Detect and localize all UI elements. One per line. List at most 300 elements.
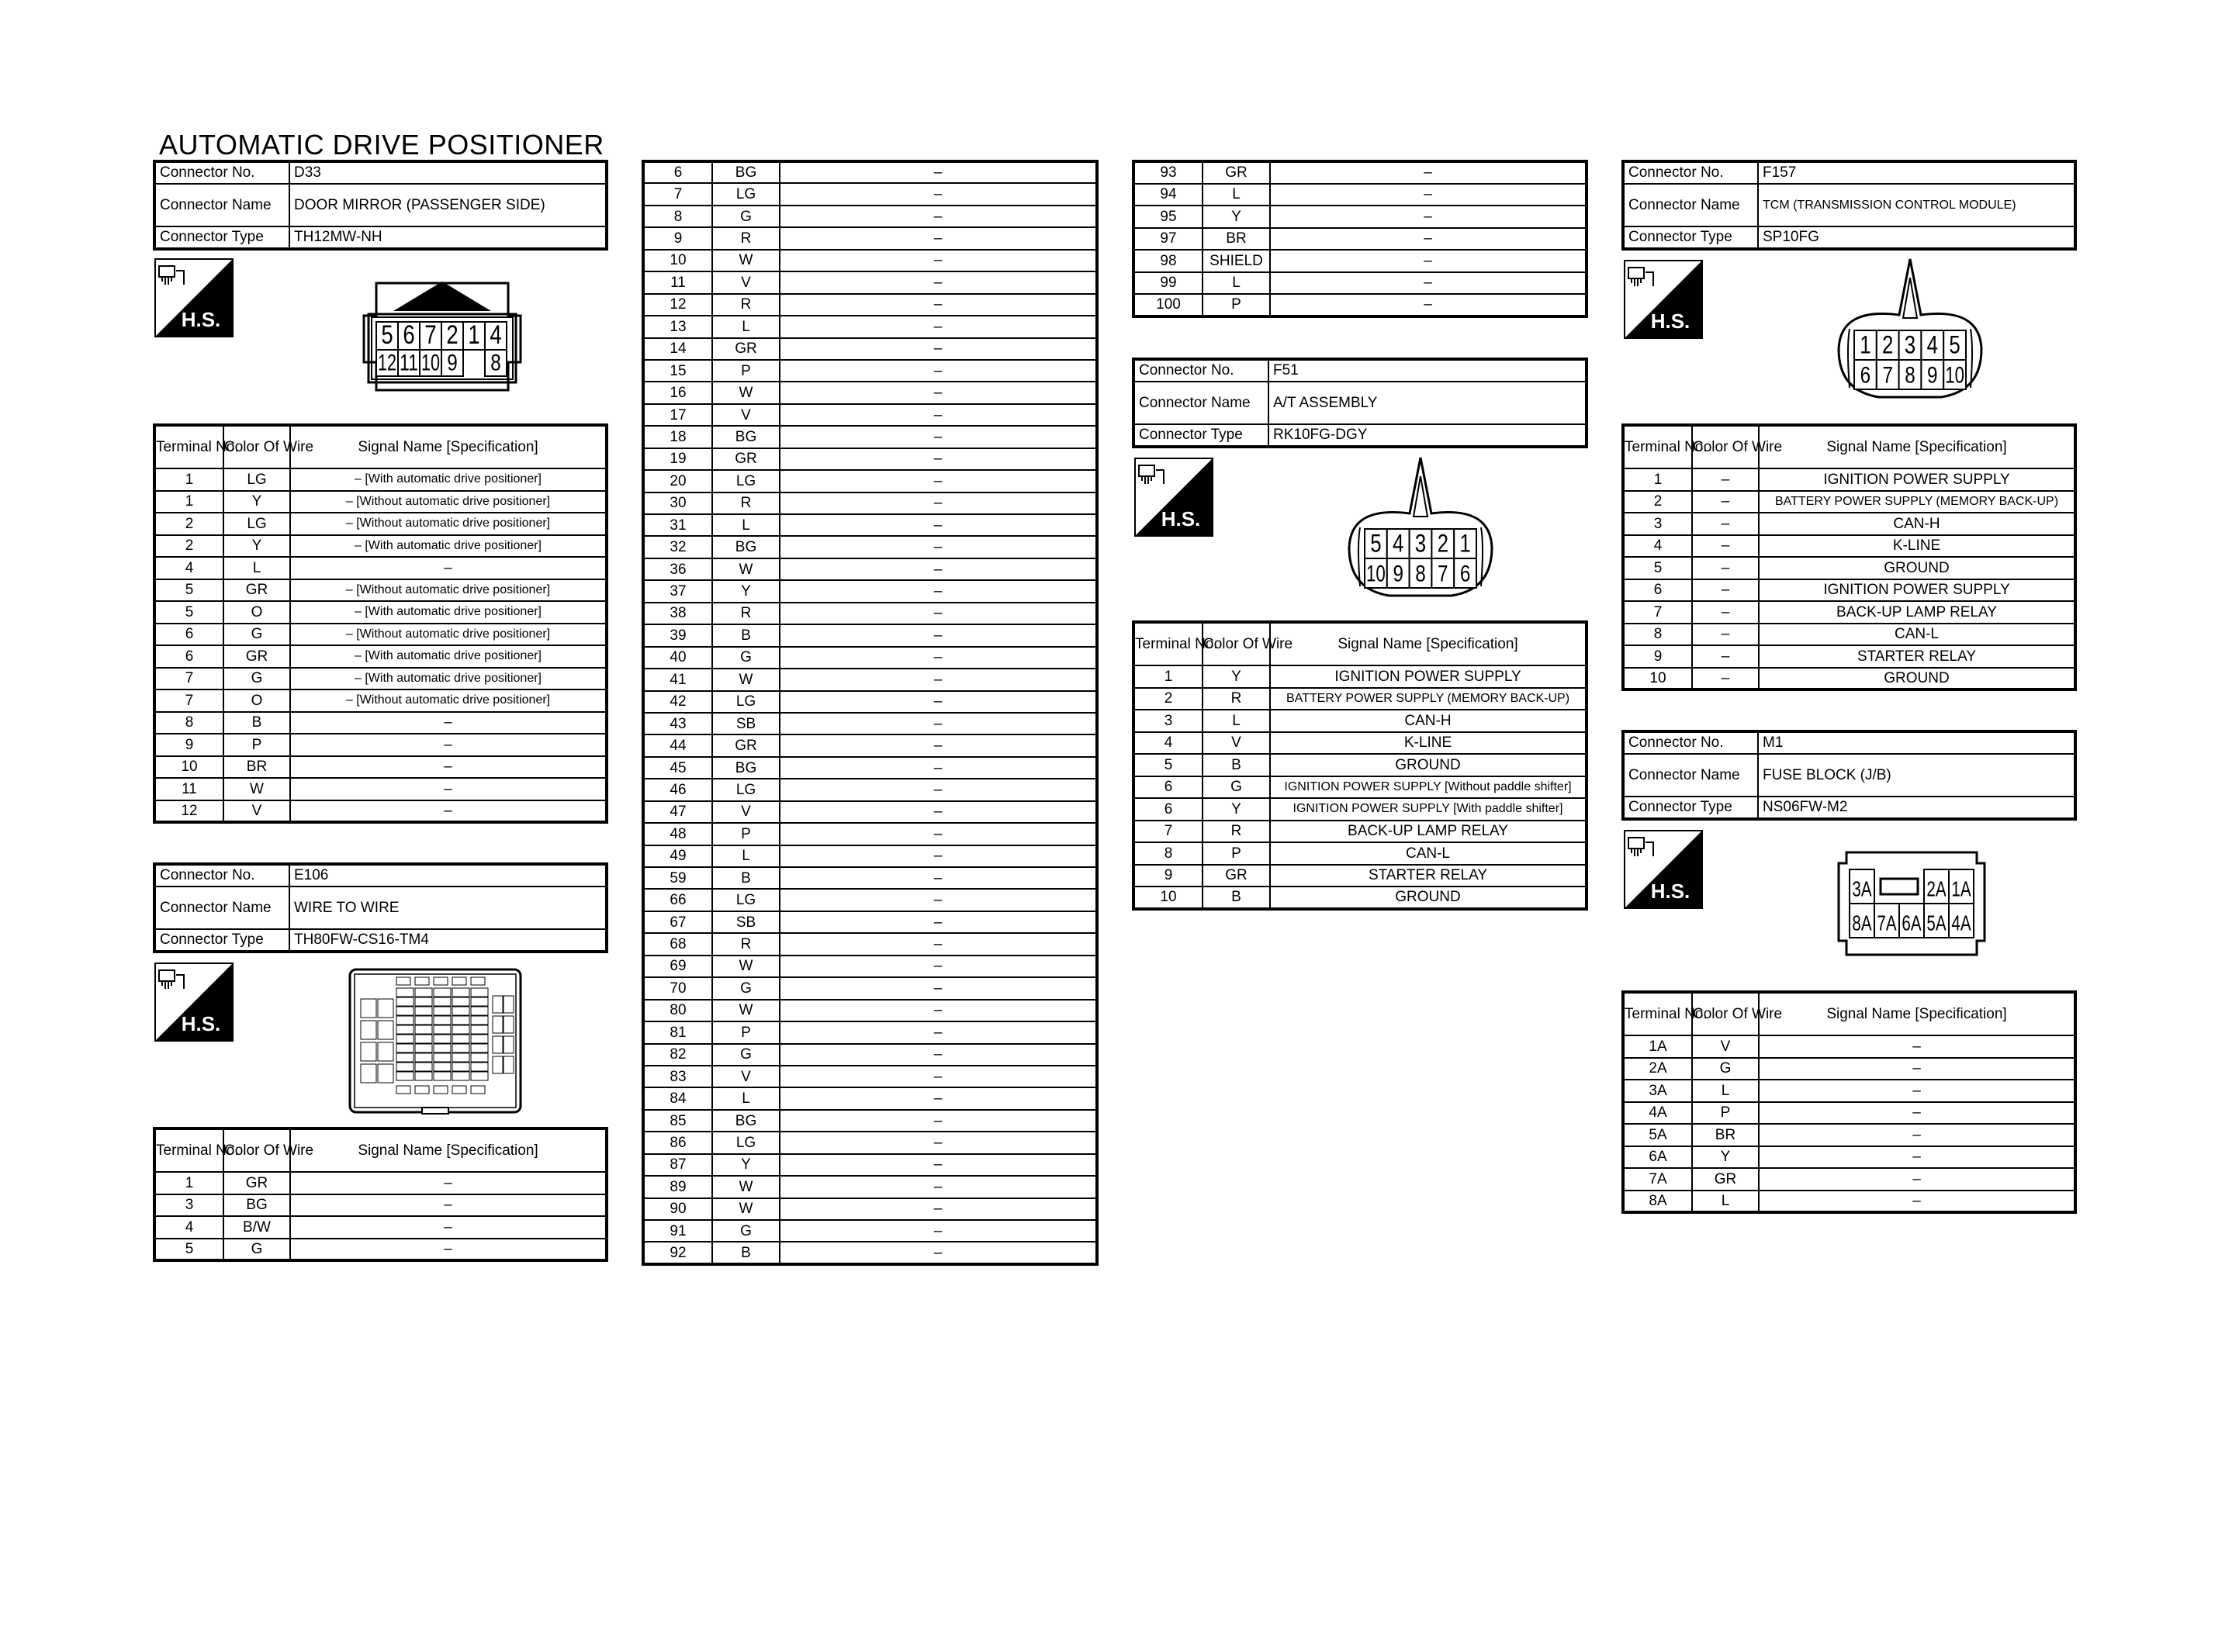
connector-m1-info (1621, 730, 2077, 821)
wire-color-cell: B (712, 1242, 780, 1263)
signal-name-cell: – (780, 558, 1097, 580)
connector-name-label: Connector Name (154, 184, 289, 226)
signal-name-cell: GROUND (1270, 754, 1587, 776)
table-row (154, 468, 607, 491)
connector-m1-table (1621, 990, 2077, 1214)
terminal-no-cell: 7 (154, 689, 223, 712)
table-row (1623, 491, 2075, 513)
signal-name-cell: – (780, 536, 1097, 558)
table-row (1133, 886, 1587, 909)
pin-label: 1 (1459, 529, 1471, 558)
connector-type-label: Connector Type (154, 929, 289, 952)
wire-color-cell: GR (223, 579, 290, 602)
terminal-no-cell: 5 (1133, 754, 1203, 776)
cavity (378, 999, 393, 1018)
wire-color-cell: LG (223, 513, 290, 535)
pin-label: 7 (424, 320, 437, 351)
table-row (643, 734, 1097, 756)
wire-color-cell: GR (223, 1172, 290, 1194)
table-row (643, 448, 1097, 470)
connector-f51-info (1132, 358, 1588, 448)
signal-name-cell: – (1759, 1058, 2075, 1080)
signal-name-cell: – (290, 778, 607, 800)
table-row (1623, 1058, 2075, 1080)
table-row (643, 338, 1097, 360)
signal-name-cell: IGNITION POWER SUPPLY [With paddle shifter] (1270, 798, 1587, 821)
terminal-no-cell: 43 (643, 713, 712, 734)
terminal-no-cell: 87 (643, 1154, 712, 1176)
wire-color-cell: LG (712, 1132, 780, 1153)
cavity (415, 1063, 432, 1071)
cavity (471, 997, 488, 1006)
terminal-no-cell: 36 (643, 558, 712, 580)
cavity (434, 1053, 451, 1062)
cavity (361, 1064, 376, 1083)
terminal-no-cell: 13 (643, 316, 712, 337)
terminal-no-cell: 83 (643, 1066, 712, 1087)
wire-color-cell: L (1692, 1191, 1759, 1213)
terminal-no-cell: 67 (643, 911, 712, 933)
hs-label: H.S. (181, 308, 221, 331)
terminal-no-cell: 59 (643, 867, 712, 889)
terminal-no-cell: 3 (154, 1194, 223, 1217)
terminal-no-cell: 47 (643, 801, 712, 823)
wire-color-cell: G (223, 668, 290, 690)
signal-name-cell: – (1270, 250, 1587, 272)
wire-color-cell: W (712, 1000, 780, 1021)
signal-name-cell: – (780, 1000, 1097, 1021)
terminal-no-cell: 1 (1623, 468, 1692, 491)
terminal-no-cell: 17 (643, 404, 712, 426)
signal-name-cell: – (780, 933, 1097, 955)
terminal-no-cell: 10 (1133, 886, 1203, 909)
signal-name-cell: – (780, 294, 1097, 316)
terminal-no-cell: 9 (643, 227, 712, 249)
wire-color-cell: G (712, 977, 780, 999)
table-row (643, 691, 1097, 713)
table-row (154, 1216, 607, 1239)
fuse-slot (1881, 879, 1918, 894)
table-row (643, 889, 1097, 911)
signal-name-cell: – (1270, 184, 1587, 206)
wire-color-cell: – (1692, 668, 1759, 690)
wire-color-cell: G (223, 1239, 290, 1261)
connector-f157-face (1832, 254, 1988, 402)
terminal-no-cell: 92 (643, 1242, 712, 1263)
terminal-no-cell: 5 (154, 601, 223, 624)
wire-color-cell: O (223, 689, 290, 712)
signal-name-cell: – (780, 492, 1097, 514)
wire-color-cell: Y (1203, 665, 1270, 688)
cavity (434, 1035, 451, 1043)
color-of-wire-header: Color Of Wire (223, 1128, 290, 1172)
table-row (154, 1172, 607, 1194)
terminal-no-cell: 99 (1133, 272, 1203, 295)
table-row (154, 1194, 607, 1217)
cavity (378, 1021, 393, 1039)
table-row (154, 1239, 607, 1261)
table-row (1623, 1080, 2075, 1102)
table-row (1623, 1124, 2075, 1146)
table-row (1133, 688, 1587, 710)
pin-label: 5A (1926, 911, 1947, 935)
table-row (643, 1021, 1097, 1043)
table-row (1133, 294, 1587, 316)
terminal-no-header: Terminal No. (1133, 622, 1203, 665)
terminal-no-cell: 2 (1133, 688, 1203, 710)
signal-name-cell: – (780, 1132, 1097, 1153)
pin-label: 6 (1860, 362, 1871, 389)
pin-label: 3 (1414, 529, 1427, 558)
pin-label: 12 (378, 350, 396, 376)
table-row (1623, 601, 2075, 624)
signal-name-cell: – (780, 183, 1097, 205)
table-row (1133, 272, 1587, 295)
table-row (643, 404, 1097, 426)
wire-color-cell: P (712, 360, 780, 382)
terminal-no-cell: 3 (1623, 513, 1692, 535)
wire-color-cell: SB (712, 713, 780, 734)
wire-color-cell: BG (712, 757, 780, 779)
table-row (154, 689, 607, 712)
table-row (643, 426, 1097, 448)
table-row (643, 492, 1097, 514)
wire-color-cell: L (1203, 272, 1270, 295)
table-row (154, 579, 607, 602)
terminal-no-cell: 86 (643, 1132, 712, 1153)
cavity (471, 1086, 485, 1094)
pin-label: 10 (421, 350, 440, 376)
table-row (643, 713, 1097, 734)
signal-name-cell: – [Without automatic drive positioner] (290, 579, 607, 602)
e106-continued-rows-2 (1133, 161, 1587, 316)
table-row (1623, 579, 2075, 602)
signal-name-cell: – (780, 1087, 1097, 1109)
connector-type-value: TH80FW-CS16-TM4 (289, 929, 607, 952)
wire-color-cell: W (712, 956, 780, 977)
cavity (415, 1053, 432, 1062)
connector-f51-face (1343, 453, 1498, 600)
signal-name-cell: CAN-H (1759, 513, 2075, 535)
cavity (396, 997, 414, 1006)
cavity (415, 997, 432, 1006)
signal-name-cell: – (290, 1172, 607, 1194)
terminal-no-cell: 4 (154, 1216, 223, 1239)
wire-color-cell: L (1692, 1080, 1759, 1102)
table-row (1623, 557, 2075, 579)
cavity (471, 1025, 488, 1034)
wire-color-cell: G (223, 624, 290, 646)
signal-name-cell: – (290, 756, 607, 779)
cavity (396, 1063, 414, 1071)
e106-continued-rows (643, 161, 1097, 1264)
terminal-no-cell: 1 (1133, 665, 1203, 688)
signal-name-cell: – (780, 713, 1097, 734)
cavity (434, 1072, 451, 1080)
signal-name-cell: – (780, 734, 1097, 756)
signal-name-cell: – (780, 161, 1097, 183)
cavity (452, 977, 466, 985)
wire-color-cell: BR (1692, 1124, 1759, 1146)
terminal-no-cell: 15 (643, 360, 712, 382)
signal-name-cell: BATTERY POWER SUPPLY (MEMORY BACK-UP) (1759, 491, 2075, 513)
cavity (415, 1007, 432, 1015)
terminal-no-cell: 2 (154, 535, 223, 558)
table-row (154, 624, 607, 646)
f51-rows (1133, 665, 1587, 909)
signal-name-cell: – [With automatic drive positioner] (290, 601, 607, 624)
wire-color-cell: BG (712, 536, 780, 558)
signal-name-cell: – (780, 1176, 1097, 1198)
connector-name-value: A/T ASSEMBLY (1268, 382, 1587, 424)
table-row (1623, 668, 2075, 690)
signal-name-cell: CAN-H (1270, 710, 1587, 732)
wire-color-cell: P (712, 823, 780, 845)
table-row (154, 712, 607, 734)
wire-color-cell: LG (712, 470, 780, 492)
connector-no-value: F51 (1268, 359, 1587, 382)
table-row (1133, 821, 1587, 843)
terminal-no-cell: 38 (643, 603, 712, 624)
wire-color-cell: Y (712, 580, 780, 602)
wire-color-cell: – (1692, 468, 1759, 491)
terminal-no-cell: 41 (643, 669, 712, 690)
wire-color-cell: W (712, 382, 780, 403)
terminal-no-cell: 3A (1623, 1080, 1692, 1102)
terminal-no-cell: 44 (643, 734, 712, 756)
table-row (1133, 732, 1587, 755)
cavity (361, 999, 376, 1018)
terminal-no-cell: 6 (1133, 776, 1203, 799)
table-row (643, 757, 1097, 779)
cavity (415, 1072, 432, 1080)
connector-name-label: Connector Name (1133, 382, 1268, 424)
signal-name-cell: – (1759, 1191, 2075, 1213)
cavity (471, 1063, 488, 1071)
table-row (643, 360, 1097, 382)
connector-type-label: Connector Type (154, 226, 289, 249)
wire-color-cell: P (1203, 294, 1270, 316)
connector-name-label: Connector Name (154, 886, 289, 929)
signal-name-cell: – (290, 1239, 607, 1261)
table-row (643, 1132, 1097, 1153)
wire-color-cell: BR (1203, 228, 1270, 251)
pin-label: 7A (1877, 911, 1897, 935)
cavity (396, 1035, 414, 1043)
wire-color-cell: Y (1203, 798, 1270, 821)
signal-name-header: Signal Name [Specification] (1759, 992, 2075, 1035)
connector-d33-face (361, 266, 524, 398)
color-of-wire-header: Color Of Wire (1692, 992, 1759, 1035)
connector-name-value: TCM (TRANSMISSION CONTROL MODULE) (1758, 184, 2075, 226)
terminal-no-cell: 18 (643, 426, 712, 448)
connector-e106-face (348, 965, 522, 1117)
signal-name-cell: – (1759, 1035, 2075, 1058)
cavity (434, 1007, 451, 1015)
terminal-no-cell: 2 (154, 513, 223, 535)
pin-label: 2A (1926, 876, 1947, 901)
signal-name-cell: – (780, 1154, 1097, 1176)
cavity (452, 988, 469, 997)
pin-label: 2 (446, 320, 459, 351)
pin-label: 8 (1905, 362, 1915, 389)
connector-no-label: Connector No. (154, 161, 289, 184)
terminal-no-cell: 6 (643, 161, 712, 183)
signal-name-cell: K-LINE (1759, 535, 2075, 558)
wire-color-cell: G (1203, 776, 1270, 799)
page-title: AUTOMATIC DRIVE POSITIONER (159, 129, 604, 161)
pin-label: 8 (490, 350, 501, 376)
signal-name-cell: CAN-L (1759, 624, 2075, 646)
pin-label: 7 (1438, 561, 1448, 587)
signal-name-cell: – (780, 624, 1097, 646)
signal-name-cell: – (780, 271, 1097, 293)
signal-name-cell: – (780, 823, 1097, 845)
terminal-no-cell: 11 (154, 778, 223, 800)
cavity (396, 1025, 414, 1034)
signal-name-cell: – (780, 779, 1097, 800)
table-row (1133, 710, 1587, 732)
signal-name-cell: – (780, 867, 1097, 889)
terminal-no-cell: 6A (1623, 1146, 1692, 1169)
signal-name-cell: – (290, 734, 607, 756)
terminal-no-cell: 7 (1133, 821, 1203, 843)
terminal-no-cell: 6 (1133, 798, 1203, 821)
signal-name-cell: GROUND (1270, 886, 1587, 909)
pin-label: 11 (400, 350, 418, 376)
wire-color-cell: – (1692, 579, 1759, 602)
terminal-no-cell: 89 (643, 1176, 712, 1198)
pin-label: 8A (1852, 911, 1872, 935)
cavity (452, 1007, 469, 1015)
cavity (493, 1016, 503, 1033)
table-row (1133, 798, 1587, 821)
pin-label: 5 (1370, 529, 1382, 558)
wire-color-cell: Y (1203, 206, 1270, 228)
signal-name-cell: – (1759, 1124, 2075, 1146)
connector-type-label: Connector Type (1623, 797, 1758, 819)
signal-name-cell: – (780, 580, 1097, 602)
terminal-no-cell: 20 (643, 470, 712, 492)
terminal-no-cell: 8 (643, 206, 712, 227)
harness-side-icon (154, 963, 234, 1042)
terminal-no-cell: 1 (154, 468, 223, 491)
connector-e106-table-cont (642, 160, 1099, 1266)
terminal-no-cell: 80 (643, 1000, 712, 1021)
terminal-no-cell: 19 (643, 448, 712, 470)
terminal-no-cell: 39 (643, 624, 712, 646)
cavity (471, 1072, 488, 1080)
pin-label: 9 (1927, 362, 1938, 389)
harness-side-icon (1624, 830, 1703, 909)
connector-type-value: SP10FG (1758, 226, 2075, 249)
wire-color-cell: R (712, 933, 780, 955)
signal-name-cell: – (1270, 161, 1587, 184)
table-row (643, 183, 1097, 205)
terminal-no-cell: 31 (643, 514, 712, 536)
wire-color-cell: B (712, 624, 780, 646)
table-row (643, 801, 1097, 823)
e106-rows (154, 1172, 607, 1260)
cavity (415, 1044, 432, 1052)
pin-label: 1 (468, 320, 480, 351)
signal-name-cell: – (780, 1066, 1097, 1087)
wire-color-cell: R (712, 294, 780, 316)
table-row (1133, 865, 1587, 887)
cavity (378, 1042, 393, 1061)
table-row (643, 1087, 1097, 1109)
cavity (434, 1086, 448, 1094)
signal-name-cell: – (780, 647, 1097, 669)
terminal-no-cell: 42 (643, 691, 712, 713)
signal-name-cell: – [With automatic drive positioner] (290, 668, 607, 690)
wire-color-cell: L (223, 557, 290, 579)
terminal-no-cell: 82 (643, 1044, 712, 1066)
table-row (643, 1154, 1097, 1176)
pin-label: 6A (1902, 911, 1922, 935)
table-row (643, 514, 1097, 536)
table-row (643, 558, 1097, 580)
terminal-no-cell: 48 (643, 823, 712, 845)
table-row (643, 316, 1097, 337)
terminal-no-cell: 8 (154, 712, 223, 734)
signal-name-cell: – (780, 669, 1097, 690)
wire-color-cell: LG (712, 889, 780, 911)
signal-name-cell: GROUND (1759, 557, 2075, 579)
terminal-no-cell: 91 (643, 1220, 712, 1242)
table-row (1623, 1102, 2075, 1125)
terminal-no-header: Terminal No. (1623, 425, 1692, 468)
table-row (1133, 228, 1587, 251)
cavity (415, 1035, 432, 1043)
signal-name-cell: – (780, 1044, 1097, 1066)
wire-color-cell: GR (712, 448, 780, 470)
signal-name-cell: – (780, 514, 1097, 536)
d33-rows (154, 468, 607, 822)
terminal-no-cell: 6 (154, 624, 223, 646)
wire-color-cell: P (1203, 842, 1270, 865)
signal-name-cell: STARTER RELAY (1270, 865, 1587, 887)
signal-name-cell: – (290, 1194, 607, 1217)
terminal-no-cell: 6 (1623, 579, 1692, 602)
table-row (643, 1066, 1097, 1087)
terminal-no-cell: 81 (643, 1021, 712, 1043)
cavity (396, 977, 410, 985)
terminal-no-cell: 16 (643, 382, 712, 403)
wire-color-cell: W (712, 1176, 780, 1198)
connector-name-value: WIRE TO WIRE (289, 886, 607, 929)
signal-name-cell: – (780, 801, 1097, 823)
table-row (1623, 1168, 2075, 1191)
wire-color-cell: – (1692, 624, 1759, 646)
signal-name-cell: – (1270, 294, 1587, 316)
table-row (643, 1110, 1097, 1132)
signal-name-cell: – (780, 448, 1097, 470)
cavity (415, 988, 432, 997)
terminal-no-cell: 94 (1133, 184, 1203, 206)
connector-no-label: Connector No. (1623, 731, 1758, 754)
signal-name-cell: GROUND (1759, 668, 2075, 690)
table-row (643, 294, 1097, 316)
wire-color-cell: – (1692, 645, 1759, 668)
table-row (154, 756, 607, 779)
table-row (643, 206, 1097, 227)
connector-type-value: RK10FG-DGY (1268, 424, 1587, 447)
pin-label: 6 (403, 320, 415, 351)
color-of-wire-header: Color Of Wire (1203, 622, 1270, 665)
terminal-no-cell: 1A (1623, 1035, 1692, 1058)
signal-name-cell: – (780, 691, 1097, 713)
